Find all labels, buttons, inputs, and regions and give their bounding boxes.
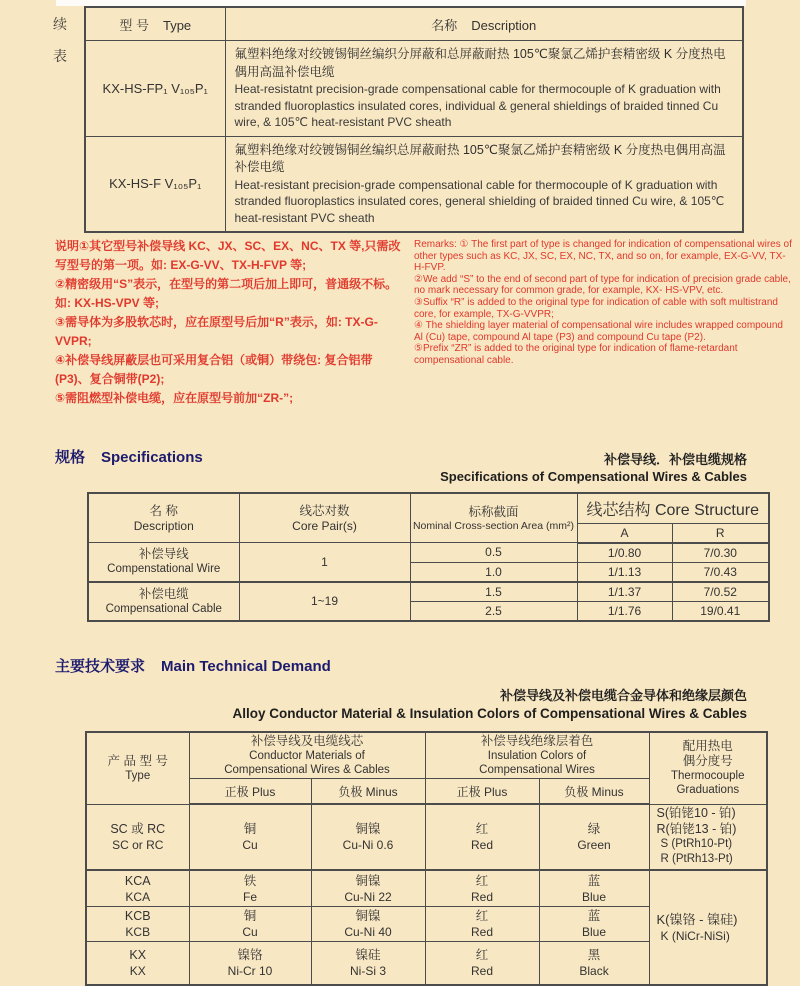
description-cn: 氟塑料绝缘对绞镀锡铜丝编织总屏蔽耐热 105℃聚氯乙烯护套精密级 K 分度热电偶用高温补偿电缆 — [234, 142, 726, 174]
section-heading-en: Specifications — [101, 449, 203, 466]
minus-color-en: Blue — [582, 889, 607, 904]
minus-material-cn: 铜镍 — [355, 909, 381, 923]
remark-item: Remarks: ① The first part of type is changed for indication of compensational wires of other types such as KC, JX, SC, EX, NC, TX, and so on, for example, EX-G-VV, TX-H-FVP. — [414, 239, 792, 274]
minus-material-cn: 铜镍 — [355, 822, 381, 836]
remark-item: ③需导体为多股软芯时，应在原型号后加“R”表示，如: TX-G-VVPR; — [55, 315, 378, 348]
tech-group-conductor-en2: Compensational Wires & Cables — [224, 764, 390, 776]
plus-material-en: Fe — [242, 889, 257, 904]
tech-sub-plus-material: 正极 Plus — [189, 779, 311, 805]
spec-col-cross-section-cn: 标称截面 — [468, 504, 519, 519]
tech-group-insulation — [425, 732, 649, 779]
tech-sub-minus-color: 负极 Minus — [539, 779, 649, 805]
type-description-table — [84, 6, 744, 233]
section-heading-specifications — [55, 446, 203, 467]
tech-graduation-sr — [649, 804, 767, 870]
spec-col-cross-section-en: Nominal Cross-section Area (mm²) — [412, 519, 575, 532]
spec-group-cable-cn: 补偿电缆 — [138, 586, 189, 601]
tech-minus-color — [539, 804, 649, 870]
type-table-row — [85, 136, 743, 232]
tech-minus-material — [311, 804, 425, 870]
specifications-table — [87, 492, 770, 622]
description-column-header-en: Description — [471, 17, 537, 33]
model-code: KX-HS-FP₁ V₁₀₅P₁ — [85, 41, 225, 137]
remark-item: ②We add “S” to the end of second part of type for indication of precision grade cable, no mark necessary for common grade, for example, KX- HS-VPV, etc. — [414, 273, 791, 297]
minus-color-cn: 蓝 — [587, 873, 601, 888]
technical-table-caption-en: Alloy Conductor Material & Insulation Colors of Compensational Wires & Cables — [232, 706, 747, 721]
tech-minus-color — [539, 942, 649, 986]
tech-type-cell — [86, 870, 189, 907]
description-cn: 氟塑料绝缘对绞镀锡铜丝编织分屏蔽和总屏蔽耐热 105℃聚氯乙烯护套精密级 K 分度热电偶用高温补偿电缆 — [234, 47, 726, 79]
tech-minus-material — [311, 870, 425, 907]
description-cell — [225, 41, 743, 137]
alloy-conductor-table — [85, 731, 768, 986]
technical-table-caption-cn: 补偿导线及补偿电缆合金导体和绝缘层颜色 — [499, 688, 747, 703]
remark-item: 说明①其它型号补偿导线 KC、JX、SC、EX、NC、TX 等,只需改写型号的第一项。如: EX-G-VV、TX-H-FVP 等; — [55, 239, 401, 272]
tech-plus-material — [189, 804, 311, 870]
tech-col-graduations-cn1: 配用热电 — [682, 739, 733, 754]
type-column-header-cn: 型 号 — [119, 17, 149, 33]
spec-col-cross-section — [410, 493, 577, 543]
spec-structure-r: 7/0.30 — [672, 543, 769, 563]
spec-structure-a: 1/1.13 — [577, 562, 672, 582]
minus-color-en: Blue — [582, 925, 607, 939]
plus-color-cn: 红 — [475, 873, 489, 888]
specifications-caption-en: Specifications of Compensational Wires & Cables — [440, 469, 747, 484]
spec-col-a: A — [577, 523, 672, 543]
description-en: Heat-resistant precision-grade compensational cable for thermocouple of K graduation with stranded fluoroplastics insulated cores, general shielding of braided tinned Cu wire, & 105℃ heat-resistant PVC sheath — [234, 177, 725, 225]
spec-row — [88, 582, 769, 602]
tech-col-type-en: Type — [125, 769, 151, 782]
model-code: KX-HS-F V₁₀₅P₁ — [85, 136, 225, 232]
spec-row — [88, 543, 769, 563]
spec-area: 2.5 — [410, 601, 577, 621]
section-heading-technical-demand — [55, 655, 331, 676]
plus-color-cn: 红 — [475, 822, 489, 836]
plus-material-cn: 镍铬 — [237, 948, 263, 962]
tech-group-conductor-cn: 补偿导线及电缆线芯 — [250, 734, 364, 748]
remarks-chinese — [55, 237, 405, 408]
graduation-line: K (NiCr-NiSi) — [660, 928, 730, 943]
plus-material-en: Cu — [242, 925, 258, 939]
tech-plus-color — [425, 942, 539, 986]
minus-color-en: Black — [579, 964, 609, 978]
section-heading-cn: 主要技术要求 — [55, 658, 146, 675]
tech-minus-color — [539, 907, 649, 942]
spec-col-core-structure: 线芯结构 Core Structure — [577, 493, 769, 523]
remark-item: ④ The shielding layer material of compensational wire includes wrapped compound Al (Cu) tape, compound Al tape (P3) and compound Cu tape (P2). — [414, 320, 783, 343]
remark-item: ③Suffix “R” is added to the original type for indication of cable with soft multistrand core, for example, TX-G-VVPR; — [414, 296, 778, 320]
section-heading-cn: 规格 — [55, 449, 86, 466]
tech-col-graduations — [649, 732, 767, 804]
spec-col-core-pairs-en: Core Pair(s) — [292, 518, 357, 533]
minus-color-en: Green — [577, 838, 611, 852]
spec-group-wire — [88, 543, 239, 582]
type-table-row — [85, 41, 743, 137]
tech-col-graduations-cn2: 偶分度号 — [682, 754, 733, 769]
tech-col-graduations-en2: Graduations — [676, 784, 740, 797]
section-heading-en: Main Technical Demand — [161, 658, 331, 675]
minus-material-en: Ni-Si 3 — [350, 964, 387, 978]
graduation-line: S(铂铑10 - 铂) — [656, 806, 736, 821]
remark-item: ⑤需阻燃型补偿电缆，应在原型号前加“ZR-”; — [55, 391, 294, 405]
spec-structure-r: 19/0.41 — [672, 601, 769, 621]
tech-type-en: SC or RC — [112, 837, 164, 852]
spec-structure-a: 1/1.37 — [577, 582, 672, 602]
spec-structure-a: 1/0.80 — [577, 543, 672, 563]
tech-row-kca — [86, 870, 767, 907]
tech-plus-color — [425, 907, 539, 942]
spec-header-row — [88, 493, 769, 523]
graduation-line: S (PtRh10-Pt) — [660, 838, 733, 851]
plus-color-cn: 红 — [475, 948, 489, 962]
spec-area: 0.5 — [410, 543, 577, 563]
type-column-header-en: Type — [162, 17, 192, 33]
minus-material-en: Cu-Ni 40 — [344, 925, 392, 939]
plus-color-en: Red — [471, 889, 494, 904]
spec-col-core-pairs-cn: 线芯对数 — [299, 503, 350, 518]
specifications-caption-cn: 补偿导线．补偿电缆规格 — [603, 452, 747, 467]
remarks-english — [414, 239, 794, 367]
tech-type-cell — [86, 907, 189, 942]
tech-minus-color — [539, 870, 649, 907]
spec-group-wire-en: Compenstational Wire — [107, 563, 221, 576]
tech-plus-color — [425, 870, 539, 907]
spec-col-description-en: Description — [133, 518, 194, 533]
tech-plus-material — [189, 907, 311, 942]
type-column-header — [85, 7, 225, 41]
tech-group-conductor-en1: Conductor Materials of — [249, 750, 365, 762]
plus-color-en: Red — [471, 838, 494, 852]
description-column-header-cn: 名称 — [431, 17, 458, 33]
minus-color-cn: 黑 — [587, 948, 601, 962]
spec-structure-a: 1/1.76 — [577, 601, 672, 621]
tech-plus-color — [425, 804, 539, 870]
tech-sub-minus-material: 负极 Minus — [311, 779, 425, 805]
tech-header-row — [86, 732, 767, 779]
continued-table-label: 续表 — [53, 16, 67, 64]
spec-col-core-pairs — [239, 493, 410, 543]
tech-type-cn: KCB — [124, 909, 151, 923]
tech-group-conductor — [189, 732, 425, 779]
minus-material-en: Cu-Ni 22 — [344, 889, 392, 904]
minus-color-cn: 蓝 — [587, 909, 601, 923]
spec-group-cable-en: Compensational Cable — [105, 602, 222, 615]
spec-col-description — [88, 493, 239, 543]
tech-type-en: KCA — [125, 889, 151, 904]
plus-material-cn: 铁 — [243, 873, 257, 888]
minus-material-cn: 镍硅 — [355, 948, 381, 962]
tech-group-insulation-en1: Insulation Colors of — [487, 750, 587, 762]
tech-plus-material — [189, 942, 311, 986]
spec-group-cable-pairs: 1~19 — [239, 582, 410, 621]
description-en: Heat-resistatnt precision-grade compensational cable for thermocouple of K graduation with stranded fluoroplastics insulated cores, individual & general shieldings of braided tinned Cu wire, & 105℃ heat-resistant PVC sheath — [234, 82, 721, 129]
tech-type-cn: KX — [129, 948, 147, 962]
description-column-header — [225, 7, 743, 41]
technical-table-caption — [150, 687, 747, 723]
spec-group-cable — [88, 582, 239, 621]
tech-minus-material — [311, 942, 425, 986]
minus-material-en: Cu-Ni 0.6 — [342, 838, 394, 852]
tech-col-type — [86, 732, 189, 804]
tech-type-cell — [86, 804, 189, 870]
graduation-line: R(铂铑13 - 铂) — [656, 821, 737, 836]
tech-type-en: KCB — [125, 925, 151, 939]
plus-material-cn: 铜 — [243, 822, 257, 836]
spec-structure-r: 7/0.43 — [672, 562, 769, 582]
spec-group-wire-pairs: 1 — [239, 543, 410, 582]
tech-minus-material — [311, 907, 425, 942]
tech-col-graduations-en1: Thermocouple — [671, 770, 745, 783]
tech-graduation-k — [649, 870, 767, 985]
plus-color-cn: 红 — [475, 909, 489, 923]
plus-color-en: Red — [471, 964, 494, 978]
spec-col-r: R — [672, 523, 769, 543]
specifications-caption — [300, 451, 747, 486]
spec-structure-r: 7/0.52 — [672, 582, 769, 602]
spec-area: 1.5 — [410, 582, 577, 602]
spec-col-description-cn: 名 称 — [149, 503, 178, 518]
plus-color-en: Red — [471, 925, 494, 939]
remark-item: ④补偿导线屏蔽层也可采用复合铝（或铜）带绕包: 复合铝带(P3)、复合铜带(P2); — [55, 353, 373, 386]
tech-row-sc-rc — [86, 804, 767, 870]
remark-item: ②精密级用“S”表示，在型号的第二项后加上即可，普通级不标。如: KX-HS-VPV 等; — [55, 277, 398, 310]
type-table-header-row — [85, 7, 743, 41]
minus-color-cn: 绿 — [587, 822, 601, 836]
graduation-line: R (PtRh13-Pt) — [660, 853, 733, 866]
spec-group-wire-cn: 补偿导线 — [138, 547, 189, 562]
minus-material-cn: 铜镍 — [355, 873, 381, 888]
tech-sub-plus-color: 正极 Plus — [425, 779, 539, 805]
graduation-line: K(镍铬 - 镍硅) — [656, 911, 738, 927]
remark-item: ⑤Prefix “ZR” is added to the original type for indication of flame-retardant compensational cable. — [414, 343, 738, 366]
tech-group-insulation-en2: Compensational Wires — [479, 764, 595, 776]
tech-group-insulation-cn: 补偿导线绝缘层着色 — [480, 734, 594, 748]
tech-type-cell — [86, 942, 189, 986]
tech-plus-material — [189, 870, 311, 907]
plus-material-cn: 铜 — [243, 909, 257, 923]
description-cell — [225, 136, 743, 232]
spec-area: 1.0 — [410, 562, 577, 582]
tech-type-en: KX — [129, 964, 146, 978]
plus-material-en: Cu — [242, 838, 258, 852]
tech-type-cn: KCA — [124, 873, 151, 888]
tech-col-type-cn: 产 品 型 号 — [107, 753, 168, 768]
plus-material-en: Ni-Cr 10 — [227, 964, 273, 978]
tech-type-cn: SC 或 RC — [110, 821, 166, 836]
